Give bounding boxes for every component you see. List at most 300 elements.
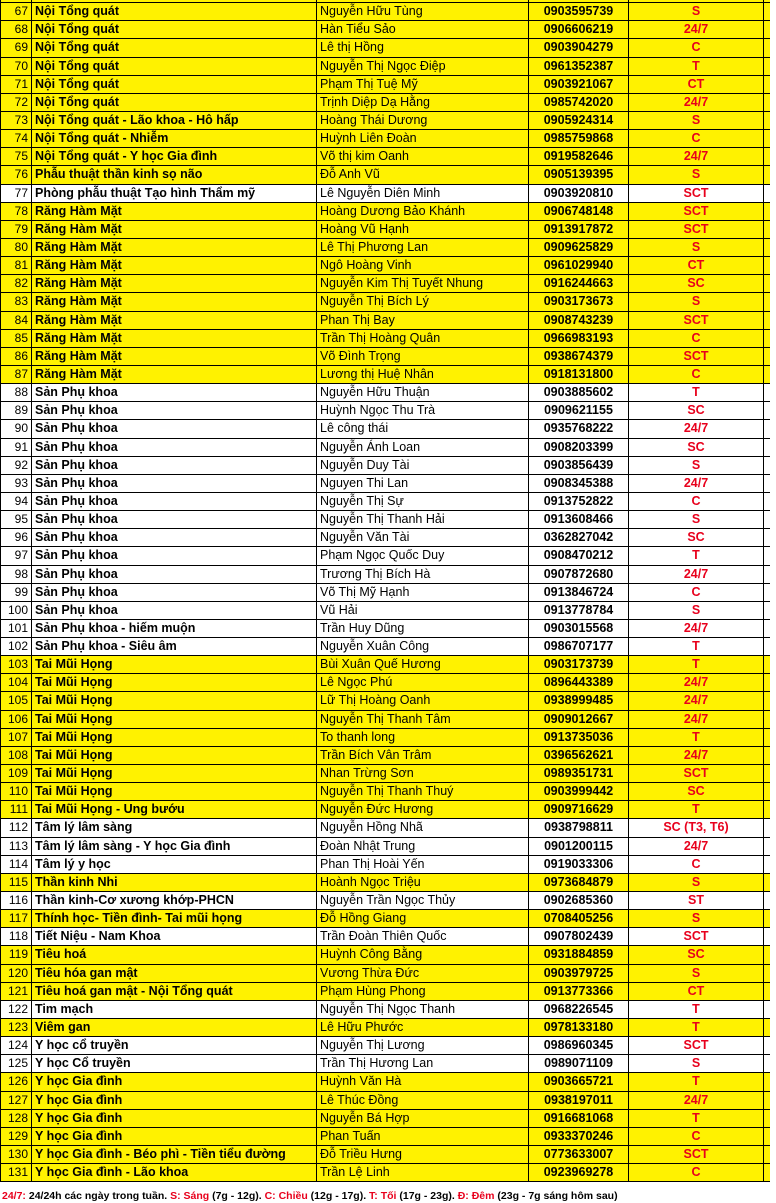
shift-cell: S <box>629 511 764 528</box>
doctor-name-cell: Đoàn Nhật Trung <box>317 838 529 855</box>
row-number: 121 <box>0 983 32 1000</box>
table-row <box>0 874 776 892</box>
table-row <box>0 566 776 584</box>
shift-cell: CT <box>629 983 764 1000</box>
table-row <box>0 275 776 293</box>
phone-cell: 0986707177 <box>529 638 629 655</box>
table-row <box>0 1001 776 1019</box>
phone-cell: 0938197011 <box>529 1092 629 1109</box>
row-number: 76 <box>0 166 32 183</box>
specialty-cell: Sản Phụ khoa <box>32 547 317 564</box>
table-row <box>0 166 776 184</box>
specialty-cell: Nội Tổng quát <box>32 94 317 111</box>
table-row <box>0 293 776 311</box>
row-number: 83 <box>0 293 32 310</box>
specialty-cell: Tai Mũi Họng <box>32 674 317 691</box>
phone-cell: 0896443389 <box>529 674 629 691</box>
shift-cell: SCT <box>629 348 764 365</box>
shift-cell: SCT <box>629 185 764 202</box>
shift-cell: 24/7 <box>629 566 764 583</box>
shift-cell: S <box>629 166 764 183</box>
shift-cell: 24/7 <box>629 838 764 855</box>
phone-cell: 0913778784 <box>529 602 629 619</box>
specialty-cell: Y học Gia đình <box>32 1092 317 1109</box>
row-number: 90 <box>0 420 32 437</box>
specialty-cell: Nội Tổng quát <box>32 76 317 93</box>
doctor-name-cell: Võ Đình Trọng <box>317 348 529 365</box>
specialty-cell: Răng Hàm Mặt <box>32 203 317 220</box>
doctor-name-cell: Huỳnh Công Bằng <box>317 946 529 963</box>
row-number: 116 <box>0 892 32 909</box>
row-number: 106 <box>0 711 32 728</box>
phone-cell: 0903999442 <box>529 783 629 800</box>
doctor-name-cell: Nguyễn Thị Ngọc Điệp <box>317 58 529 75</box>
row-number: 127 <box>0 1092 32 1109</box>
table-row <box>0 384 776 402</box>
shift-cell: SC <box>629 783 764 800</box>
table-row <box>0 94 776 112</box>
row-number: 80 <box>0 239 32 256</box>
phone-cell: 0985742020 <box>529 94 629 111</box>
doctor-name-cell: Hoành Ngọc Triệu <box>317 874 529 891</box>
legend-key-morning: S: Sáng <box>170 1190 210 1202</box>
phone-cell: 0916244663 <box>529 275 629 292</box>
doctor-name-cell: Vương Thừa Đức <box>317 965 529 982</box>
specialty-cell: Tai Mũi Họng <box>32 783 317 800</box>
shift-cell: C <box>629 1128 764 1145</box>
phone-cell: 0989351731 <box>529 765 629 782</box>
table-row <box>0 620 776 638</box>
specialty-cell: Sản Phụ khoa <box>32 457 317 474</box>
row-number: 75 <box>0 148 32 165</box>
row-number: 97 <box>0 547 32 564</box>
phone-cell: 0903979725 <box>529 965 629 982</box>
shift-cell: T <box>629 384 764 401</box>
table-row <box>0 1164 776 1182</box>
doctor-name-cell: Nguyễn Thị Ngọc Thanh <box>317 1001 529 1018</box>
doctor-name-cell: Nguyễn Hữu Thuận <box>317 384 529 401</box>
shift-cell: T <box>629 801 764 818</box>
doctor-name-cell: Phạm Ngọc Quốc Duy <box>317 547 529 564</box>
row-number: 103 <box>0 656 32 673</box>
shift-cell: ST <box>629 892 764 909</box>
row-number: 109 <box>0 765 32 782</box>
shift-cell: 24/7 <box>629 94 764 111</box>
doctor-name-cell: Phạm Thị Tuệ Mỹ <box>317 76 529 93</box>
doctor-name-cell: Lê công thái <box>317 420 529 437</box>
specialty-cell: Tai Mũi Họng <box>32 765 317 782</box>
shift-cell: SCT <box>629 221 764 238</box>
legend-text-morning: (7g - 12g). <box>209 1190 265 1202</box>
row-number: 113 <box>0 838 32 855</box>
row-number: 70 <box>0 58 32 75</box>
row-number: 120 <box>0 965 32 982</box>
shift-cell: T <box>629 729 764 746</box>
table-row <box>0 529 776 547</box>
phone-cell: 0985759868 <box>529 130 629 147</box>
specialty-cell: Sản Phụ khoa <box>32 584 317 601</box>
row-number: 107 <box>0 729 32 746</box>
specialty-cell: Tai Mũi Họng <box>32 692 317 709</box>
shift-cell: SCT <box>629 928 764 945</box>
specialty-cell: Răng Hàm Mặt <box>32 257 317 274</box>
specialty-cell: Tai Mũi Họng <box>32 656 317 673</box>
shift-cell: 24/7 <box>629 148 764 165</box>
table-row <box>0 221 776 239</box>
row-number: 104 <box>0 674 32 691</box>
shift-cell: SC <box>629 529 764 546</box>
phone-cell: 0909012667 <box>529 711 629 728</box>
row-number: 117 <box>0 910 32 927</box>
table-row <box>0 148 776 166</box>
table-row <box>0 656 776 674</box>
doctor-name-cell: Nguyễn Ánh Loan <box>317 439 529 456</box>
shift-cell: SCT <box>629 203 764 220</box>
shift-cell: T <box>629 547 764 564</box>
phone-cell: 0931884859 <box>529 946 629 963</box>
specialty-cell: Sản Phụ khoa <box>32 402 317 419</box>
table-row <box>0 765 776 783</box>
phone-cell: 0935768222 <box>529 420 629 437</box>
shift-cell: 24/7 <box>629 620 764 637</box>
row-number: 114 <box>0 856 32 873</box>
specialty-cell: Thần kinh Nhi <box>32 874 317 891</box>
table-row <box>0 983 776 1001</box>
row-number: 86 <box>0 348 32 365</box>
shift-cell: C <box>629 1164 764 1181</box>
row-number: 82 <box>0 275 32 292</box>
phone-cell: 0966983193 <box>529 330 629 347</box>
doctor-name-cell: Lê Hữu Phước <box>317 1019 529 1036</box>
doctor-name-cell: Nhan Trừng Sơn <box>317 765 529 782</box>
specialty-cell: Phẫu thuật thần kinh sọ não <box>32 166 317 183</box>
specialty-cell: Phòng phẫu thuật Tạo hình Thẩm mỹ <box>32 185 317 202</box>
shift-cell: S <box>629 293 764 310</box>
phone-cell: 0903015568 <box>529 620 629 637</box>
shift-cell: C <box>629 330 764 347</box>
phone-cell: 0903920810 <box>529 185 629 202</box>
phone-cell: 0907802439 <box>529 928 629 945</box>
row-number: 122 <box>0 1001 32 1018</box>
specialty-cell: Sản Phụ khoa - Siêu âm <box>32 638 317 655</box>
doctor-name-cell: Nguyễn Trần Ngọc Thủy <box>317 892 529 909</box>
shift-legend <box>0 1189 776 1203</box>
doctor-name-cell: Hàn Tiểu Sảo <box>317 21 529 38</box>
row-number: 99 <box>0 584 32 601</box>
phone-cell: 0909625829 <box>529 239 629 256</box>
specialty-cell: Tai Mũi Họng <box>32 747 317 764</box>
shift-cell: C <box>629 856 764 873</box>
doctor-name-cell: Nguyễn Xuân Công <box>317 638 529 655</box>
specialty-cell: Tim mạch <box>32 1001 317 1018</box>
shift-cell: 24/7 <box>629 692 764 709</box>
shift-cell: T <box>629 638 764 655</box>
row-number: 125 <box>0 1055 32 1072</box>
row-number: 81 <box>0 257 32 274</box>
doctor-name-cell: Nguyễn Bá Hợp <box>317 1110 529 1127</box>
row-number: 101 <box>0 620 32 637</box>
doctor-name-cell: Võ thị kim Oanh <box>317 148 529 165</box>
specialty-cell: Răng Hàm Mặt <box>32 293 317 310</box>
doctor-name-cell: To thanh long <box>317 729 529 746</box>
table-row <box>0 1146 776 1164</box>
doctor-name-cell: Nguyễn Thị Lương <box>317 1037 529 1054</box>
specialty-cell: Răng Hàm Mặt <box>32 312 317 329</box>
table-row <box>0 638 776 656</box>
shift-cell: CT <box>629 76 764 93</box>
table-row <box>0 783 776 801</box>
doctor-name-cell: Lê thị Hồng <box>317 39 529 56</box>
shift-cell: SCT <box>629 1037 764 1054</box>
doctor-name-cell: Nguyễn Văn Tài <box>317 529 529 546</box>
row-number: 94 <box>0 493 32 510</box>
phone-cell: 0913773366 <box>529 983 629 1000</box>
specialty-cell: Răng Hàm Mặt <box>32 275 317 292</box>
specialty-cell: Sản Phụ khoa <box>32 439 317 456</box>
row-number: 72 <box>0 94 32 111</box>
phone-cell: 0978133180 <box>529 1019 629 1036</box>
doctor-name-cell: Lê Nguyễn Diên Minh <box>317 185 529 202</box>
table-row <box>0 928 776 946</box>
table-row <box>0 1128 776 1146</box>
phone-cell: 0903173673 <box>529 293 629 310</box>
row-number: 111 <box>0 801 32 818</box>
phone-cell: 0918131800 <box>529 366 629 383</box>
table-row <box>0 511 776 529</box>
phone-cell: 0961352387 <box>529 58 629 75</box>
row-number: 73 <box>0 112 32 129</box>
table-row <box>0 76 776 94</box>
specialty-cell: Viêm gan <box>32 1019 317 1036</box>
table-row <box>0 493 776 511</box>
specialty-cell: Tiêu hoá <box>32 946 317 963</box>
doctor-name-cell: Nguyễn Thị Thanh Hải <box>317 511 529 528</box>
doctor-name-cell: Trần Thị Hương Lan <box>317 1055 529 1072</box>
row-number: 93 <box>0 475 32 492</box>
table-row <box>0 3 776 21</box>
specialty-cell: Nội Tổng quát <box>32 3 317 20</box>
specialty-cell: Răng Hàm Mặt <box>32 348 317 365</box>
specialty-cell: Nội Tổng quát <box>32 58 317 75</box>
shift-cell: SC <box>629 439 764 456</box>
doctor-name-cell: Nguyễn Thị Bích Lý <box>317 293 529 310</box>
doctor-name-cell: Vũ Hải <box>317 602 529 619</box>
row-number: 123 <box>0 1019 32 1036</box>
specialty-cell: Tâm lý lâm sàng <box>32 819 317 836</box>
row-number: 128 <box>0 1110 32 1127</box>
doctor-name-cell: Huỳnh Văn Hà <box>317 1073 529 1090</box>
table-row <box>0 112 776 130</box>
table-row <box>0 965 776 983</box>
phone-cell: 0773633007 <box>529 1146 629 1163</box>
shift-cell <box>629 0 764 2</box>
row-number: 131 <box>0 1164 32 1181</box>
shift-cell: T <box>629 58 764 75</box>
shift-cell: S <box>629 602 764 619</box>
table-row <box>0 348 776 366</box>
table-row <box>0 692 776 710</box>
specialty-cell: Sản Phụ khoa <box>32 384 317 401</box>
doctor-name-cell: Lê Thúc Đồng <box>317 1092 529 1109</box>
shift-cell: CT <box>629 257 764 274</box>
table-row <box>0 801 776 819</box>
specialty-cell: Thính học- Tiền đình- Tai mũi họng <box>32 910 317 927</box>
row-number: 126 <box>0 1073 32 1090</box>
row-number: 108 <box>0 747 32 764</box>
shift-cell: SC (T3, T6) <box>629 819 764 836</box>
table-row <box>0 185 776 203</box>
shift-cell: 24/7 <box>629 21 764 38</box>
phone-cell: 0919033306 <box>529 856 629 873</box>
specialty-cell: Nội Tổng quát <box>32 39 317 56</box>
specialty-cell: Tâm lý lâm sàng - Y học Gia đình <box>32 838 317 855</box>
doctor-name-cell: Ngô Hoàng Vinh <box>317 257 529 274</box>
table-row <box>0 838 776 856</box>
shift-cell: T <box>629 1001 764 1018</box>
row-number: 118 <box>0 928 32 945</box>
table-row <box>0 1019 776 1037</box>
row-number: 68 <box>0 21 32 38</box>
phone-cell: 0906748148 <box>529 203 629 220</box>
table-row <box>0 1055 776 1073</box>
row-number: 85 <box>0 330 32 347</box>
specialty-cell: Răng Hàm Mặt <box>32 239 317 256</box>
table-row <box>0 203 776 221</box>
doctor-name-cell: Nguyễn Duy Tài <box>317 457 529 474</box>
legend-text-evening: (17g - 23g). <box>396 1190 458 1202</box>
specialty-cell: Nội Tổng quát - Nhiễm <box>32 130 317 147</box>
row-number: 67 <box>0 3 32 20</box>
specialty-cell: Sản Phụ khoa <box>32 602 317 619</box>
specialty-cell: Nội Tổng quát - Lão khoa - Hô hấp <box>32 112 317 129</box>
phone-cell: 0938674379 <box>529 348 629 365</box>
phone-cell: 0901200115 <box>529 838 629 855</box>
doctor-name-cell: Bùi Xuân Quế Hương <box>317 656 529 673</box>
phone-cell: 0973684879 <box>529 874 629 891</box>
table-row <box>0 584 776 602</box>
table-row <box>0 674 776 692</box>
phone-cell: 0903665721 <box>529 1073 629 1090</box>
row-number <box>0 0 32 2</box>
table-row <box>0 402 776 420</box>
shift-cell: SCT <box>629 312 764 329</box>
phone-cell: 0919582646 <box>529 148 629 165</box>
table-row <box>0 1092 776 1110</box>
table-row <box>0 58 776 76</box>
row-number: 87 <box>0 366 32 383</box>
table-row <box>0 747 776 765</box>
shift-cell: T <box>629 1110 764 1127</box>
phone-cell: 0913846724 <box>529 584 629 601</box>
doctor-name-cell: Đỗ Triều Hưng <box>317 1146 529 1163</box>
specialty-cell: Y học Gia đình - Béo phì - Tiền tiểu đường <box>32 1146 317 1163</box>
doctor-name-cell: Nguyễn Thị Sự <box>317 493 529 510</box>
table-row <box>0 366 776 384</box>
doctor-name-cell: Phan Thị Hoài Yến <box>317 856 529 873</box>
phone-cell: 0923969278 <box>529 1164 629 1181</box>
phone-cell: 0903595739 <box>529 3 629 20</box>
specialty-cell: Tai Mũi Họng <box>32 711 317 728</box>
specialty-cell: Tai Mũi Họng - Ung bướu <box>32 801 317 818</box>
shift-cell: SC <box>629 275 764 292</box>
shift-cell: 24/7 <box>629 711 764 728</box>
shift-cell: C <box>629 39 764 56</box>
doctor-name-cell: Phan Thị Bay <box>317 312 529 329</box>
doctor-name-cell: Nguyễn Hữu Tùng <box>317 3 529 20</box>
phone-cell <box>529 0 629 2</box>
specialty-cell: Sản Phụ khoa <box>32 566 317 583</box>
doctor-name-cell: Nguyễn Đức Hương <box>317 801 529 818</box>
table-row <box>0 475 776 493</box>
shift-cell: 24/7 <box>629 1092 764 1109</box>
doctor-name-cell: Phạm Hùng Phong <box>317 983 529 1000</box>
table-row <box>0 602 776 620</box>
specialty-cell: Tâm lý y học <box>32 856 317 873</box>
shift-cell: 24/7 <box>629 674 764 691</box>
doctor-name-cell: Trịnh Diệp Dạ Hằng <box>317 94 529 111</box>
specialty-cell: Tiêu hóa gan mật <box>32 965 317 982</box>
phone-cell: 0938999485 <box>529 692 629 709</box>
specialty-cell: Răng Hàm Mặt <box>32 366 317 383</box>
row-number: 110 <box>0 783 32 800</box>
table-row <box>0 856 776 874</box>
phone-cell: 0913752822 <box>529 493 629 510</box>
shift-cell: SCT <box>629 765 764 782</box>
specialty-cell: Răng Hàm Mặt <box>32 330 317 347</box>
phone-cell: 0908743239 <box>529 312 629 329</box>
table-row <box>0 1037 776 1055</box>
row-number: 105 <box>0 692 32 709</box>
specialty-cell: Sản Phụ khoa <box>32 511 317 528</box>
doctor-name-cell: Huỳnh Liên Đoàn <box>317 130 529 147</box>
shift-cell: SC <box>629 946 764 963</box>
doctor-name-cell: Lê Ngọc Phú <box>317 674 529 691</box>
shift-cell: S <box>629 3 764 20</box>
phone-cell: 0989071109 <box>529 1055 629 1072</box>
doctor-name-cell: Nguyễn Thị Thanh Tâm <box>317 711 529 728</box>
shift-cell: C <box>629 584 764 601</box>
phone-cell: 0903856439 <box>529 457 629 474</box>
table-row <box>0 1110 776 1128</box>
shift-cell: T <box>629 1073 764 1090</box>
row-number: 102 <box>0 638 32 655</box>
doctor-name-cell: Nguyễn Hồng Nhã <box>317 819 529 836</box>
shift-cell: SCT <box>629 1146 764 1163</box>
doctor-name-cell: Lương thị Huệ Nhân <box>317 366 529 383</box>
doctor-name-cell: Nguyễn Kim Thị Tuyết Nhung <box>317 275 529 292</box>
specialty-cell: Sản Phụ khoa <box>32 420 317 437</box>
doctor-name-cell: Trần Thị Hoàng Quân <box>317 330 529 347</box>
table-row <box>0 711 776 729</box>
table-row <box>0 257 776 275</box>
shift-cell: T <box>629 1019 764 1036</box>
row-number: 96 <box>0 529 32 546</box>
legend-text-247: 24/24h các ngày trong tuần. <box>25 1190 171 1202</box>
shift-cell: S <box>629 965 764 982</box>
specialty-cell: Sản Phụ khoa <box>32 475 317 492</box>
table-row <box>0 21 776 39</box>
table-row <box>0 330 776 348</box>
legend-key-night: Đ: Đêm <box>457 1190 495 1202</box>
phone-cell: 0905139395 <box>529 166 629 183</box>
phone-cell: 0903885602 <box>529 384 629 401</box>
shift-cell: S <box>629 1055 764 1072</box>
legend-key-afternoon: C: Chiều <box>264 1190 308 1202</box>
phone-cell: 0902685360 <box>529 892 629 909</box>
phone-cell: 0913917872 <box>529 221 629 238</box>
specialty-cell: Sản Phụ khoa - hiếm muộn <box>32 620 317 637</box>
doctor-name-cell: Trần Lệ Linh <box>317 1164 529 1181</box>
